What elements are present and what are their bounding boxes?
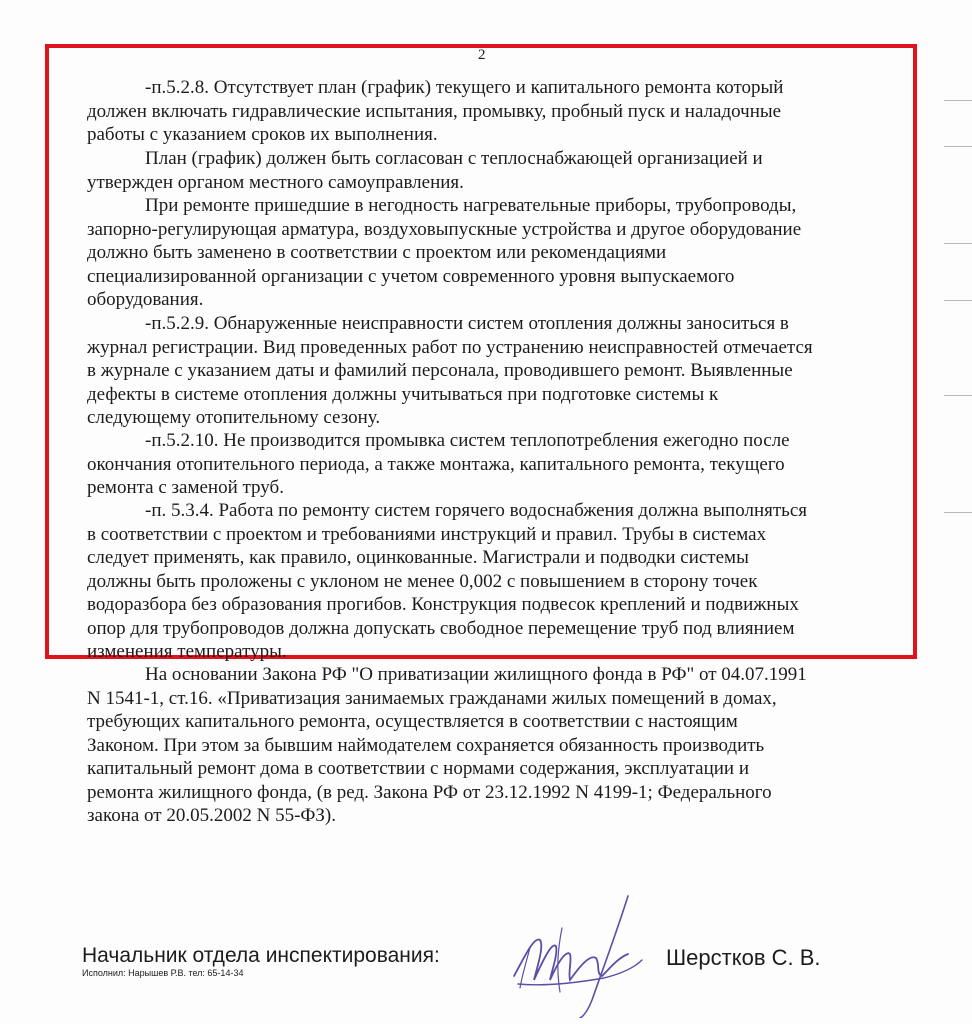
signature-title: Начальник отдела инспектирования: [82, 944, 440, 967]
text-line: При ремонте пришедшие в негодность нагревательные приборы, трубопроводы, [145, 195, 797, 216]
scan-artifact [944, 146, 972, 147]
scan-artifact [944, 512, 972, 513]
text-line: должно быть заменено в соответствии с проектом или рекомендациями [87, 242, 667, 263]
text-line: следует применять, как правило, оцинкованные. Магистрали и подводки системы [87, 547, 749, 568]
executor-line: Исполнил: Нарышев Р.В. тел: 65-14-34 [82, 968, 244, 978]
text-line: На основании Закона РФ "О приватизации жилищного фонда в РФ" от 04.07.1991 [145, 664, 807, 685]
text-line: ремонта жилищного фонда, (в ред. Закона РФ от 23.12.1992 N 4199-1; Федерального [87, 781, 772, 803]
text-line: журнал регистрации. Вид проведенных работ по устранению неисправностей отмечается [87, 336, 813, 358]
text-line: требующих капитального ремонта, осуществляется в соответствии с настоящим [87, 711, 738, 732]
scan-artifact [944, 300, 972, 301]
text-line: работы с указанием сроков их выполнения. [87, 124, 438, 145]
scan-artifact [944, 395, 972, 396]
handwritten-signature [500, 888, 650, 1018]
text-line: специализированной организации с учетом современного уровня выпускаемого [87, 265, 735, 287]
signatory-name: Шерстков С. В. [666, 945, 821, 970]
text-line: -п.5.2.8. Отсутствует план (график) текущего и капитального ремонта который [145, 77, 784, 98]
text-line: в журнале с указанием даты и фамилий персонала, проводившего ремонт. Выявленные [87, 360, 793, 381]
text-line: дефекты в системе отопления должны учитываться при подготовке системы к [87, 383, 719, 405]
text-line: окончания отопительного периода, а также монтажа, капитального ремонта, текущего [87, 453, 785, 475]
paragraph-5-2-10 [87, 429, 790, 500]
text-line: капитальный ремонт дома в соответствии с нормами содержания, эксплуатации и [87, 758, 750, 779]
text-line: -п.5.2.9. Обнаруженные неисправности систем отопления должны заноситься в [145, 313, 789, 334]
text-line: опор для трубопроводов должна допускать свободное перемещение труб под влиянием [87, 617, 795, 639]
text-line: в соответствии с проектом и требованиями инструкций и правил. Трубы в системах [87, 523, 767, 545]
scan-artifact [944, 100, 972, 101]
text-line: -п. 5.3.4. Работа по ремонту систем горячего водоснабжения должна выполняться [145, 500, 807, 521]
text-line: Законом. При этом за бывшим наймодателем сохраняется обязанность производить [87, 734, 765, 756]
text-line: -п.5.2.10. Не производится промывка систем теплопотребления ежегодно после [145, 430, 790, 451]
text-line: ремонта с заменой труб. [87, 477, 284, 498]
text-line: N 1541-1, ст.16. «Приватизация занимаемых гражданами жилых помещений в домах, [87, 687, 777, 709]
paragraph-plan [87, 147, 763, 194]
text-line: оборудования. [87, 289, 204, 310]
paragraph-privatization-law [87, 663, 807, 828]
paragraph-5-2-8 [87, 76, 783, 147]
text-line: закона от 20.05.2002 N 55-ФЗ). [87, 805, 337, 826]
paragraph-repair [87, 194, 801, 312]
page-number: 2 [478, 47, 486, 63]
text-line: должен включать гидравлические испытания, промывку, пробный пуск и наладочные [87, 100, 782, 122]
text-line: План (график) должен быть согласован с теплоснабжающей организацией и [145, 148, 763, 169]
text-line: должны быть проложены с уклоном не менее 0,002 с повышением в сторону точек [87, 570, 758, 592]
scan-artifact [944, 243, 972, 244]
text-line: утвержден органом местного самоуправления. [87, 171, 464, 193]
text-line: изменения температуры. [87, 641, 287, 662]
text-line: следующему отопительному сезону. [87, 407, 381, 428]
paragraph-5-2-9 [87, 312, 813, 430]
paragraph-5-3-4 [87, 499, 807, 664]
text-line: запорно-регулирующая арматура, воздуховыпускные устройства и другое оборудование [87, 218, 802, 240]
text-line: водоразбора без образования прогибов. Конструкция подвесок креплений и подвижных [87, 594, 799, 615]
